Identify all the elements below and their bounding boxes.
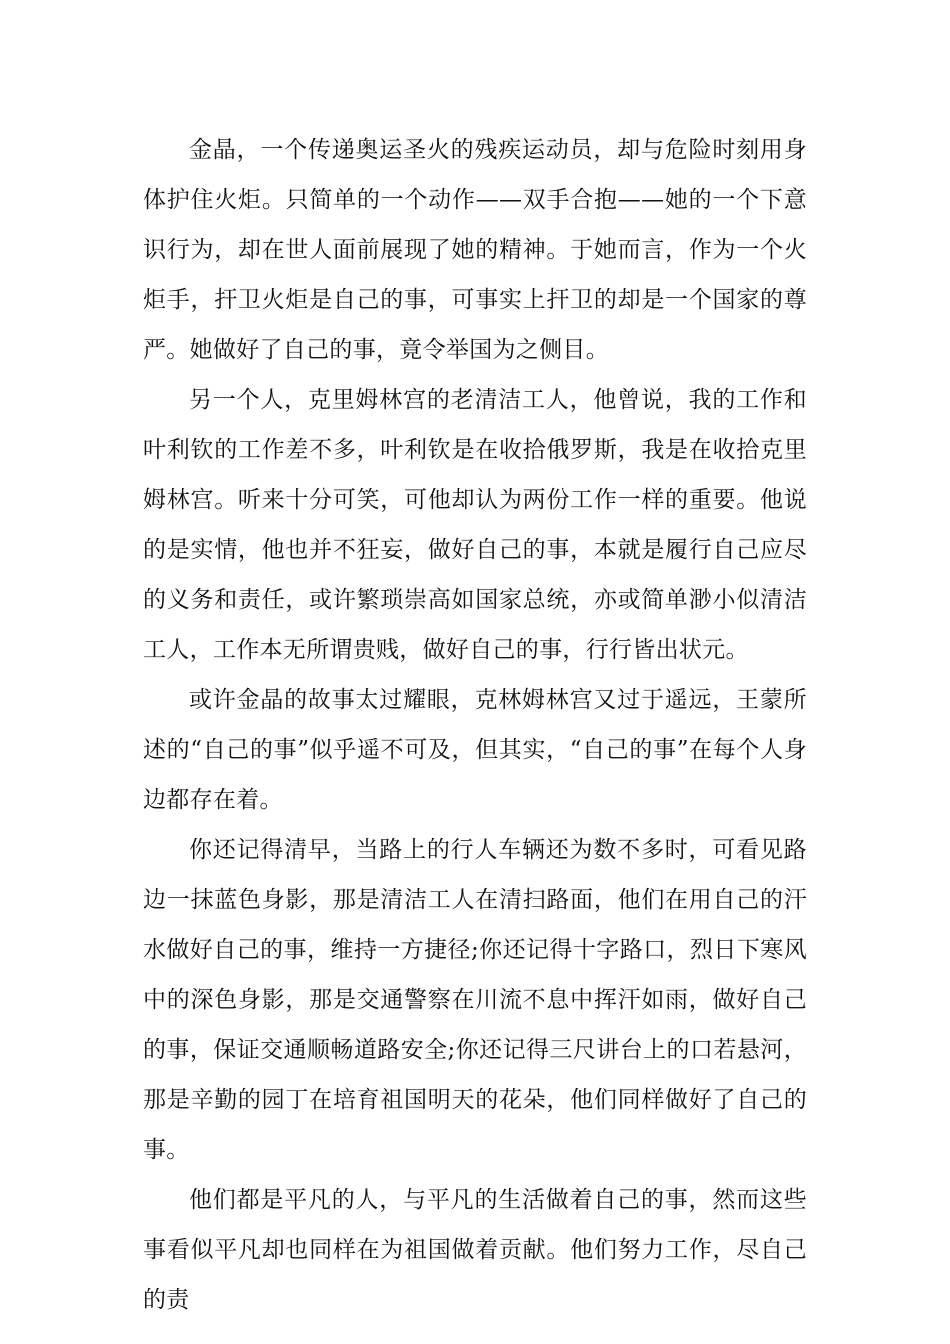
paragraph-3: 或许金晶的故事太过耀眼，克林姆林宫又过于遥远，王蒙所述的“自己的事”似乎遥不可及，但其实，“自己的事”在每个人身边都存在着。 [143, 687, 807, 813]
document-body [143, 125, 807, 1325]
paragraph-4: 你还记得清早，当路上的行人车辆还为数不多时，可看见路边一抹蓝色身影，那是清洁工人在清扫路面，他们在用自己的汗水做好自己的事，维持一方捷径;你还记得十字路口，烈日下寒风中的深色身影，那是交通警察在川流不息中挥汗如雨，做好自己的事，保证交通顺畅道路安全;你还记得三尺讲台上的口若悬河，那是辛勤的园丁在培育祖国明天的花朵，他们同样做好了自己的事。 [143, 837, 807, 1163]
paragraph-5: 他们都是平凡的人，与平凡的生活做着自己的事，然而这些事看似平凡却也同样在为祖国做着贡献。他们努力工作，尽自己的责 [143, 1187, 807, 1313]
paragraph-1: 金晶，一个传递奥运圣火的残疾运动员，却与危险时刻用身体护住火炬。只简单的一个动作——双手合抱——她的一个下意识行为，却在世人面前展现了她的精神。于她而言，作为一个火炬手，扞卫火炬是自己的事，可事实上扞卫的却是一个国家的尊严。她做好了自己的事，竟令举国为之侧目。 [143, 137, 807, 363]
paragraph-2: 另一个人，克里姆林宫的老清洁工人，他曾说，我的工作和叶利钦的工作差不多，叶利钦是在收拾俄罗斯，我是在收拾克里姆林宫。听来十分可笑，可他却认为两份工作一样的重要。他说的是实情，他也并不狂妄，做好自己的事，本就是履行自己应尽的义务和责任，或许繁琐崇高如国家总统，亦或简单渺小似清洁工人，工作本无所谓贵贱，做好自己的事，行行皆出状元。 [143, 387, 807, 663]
